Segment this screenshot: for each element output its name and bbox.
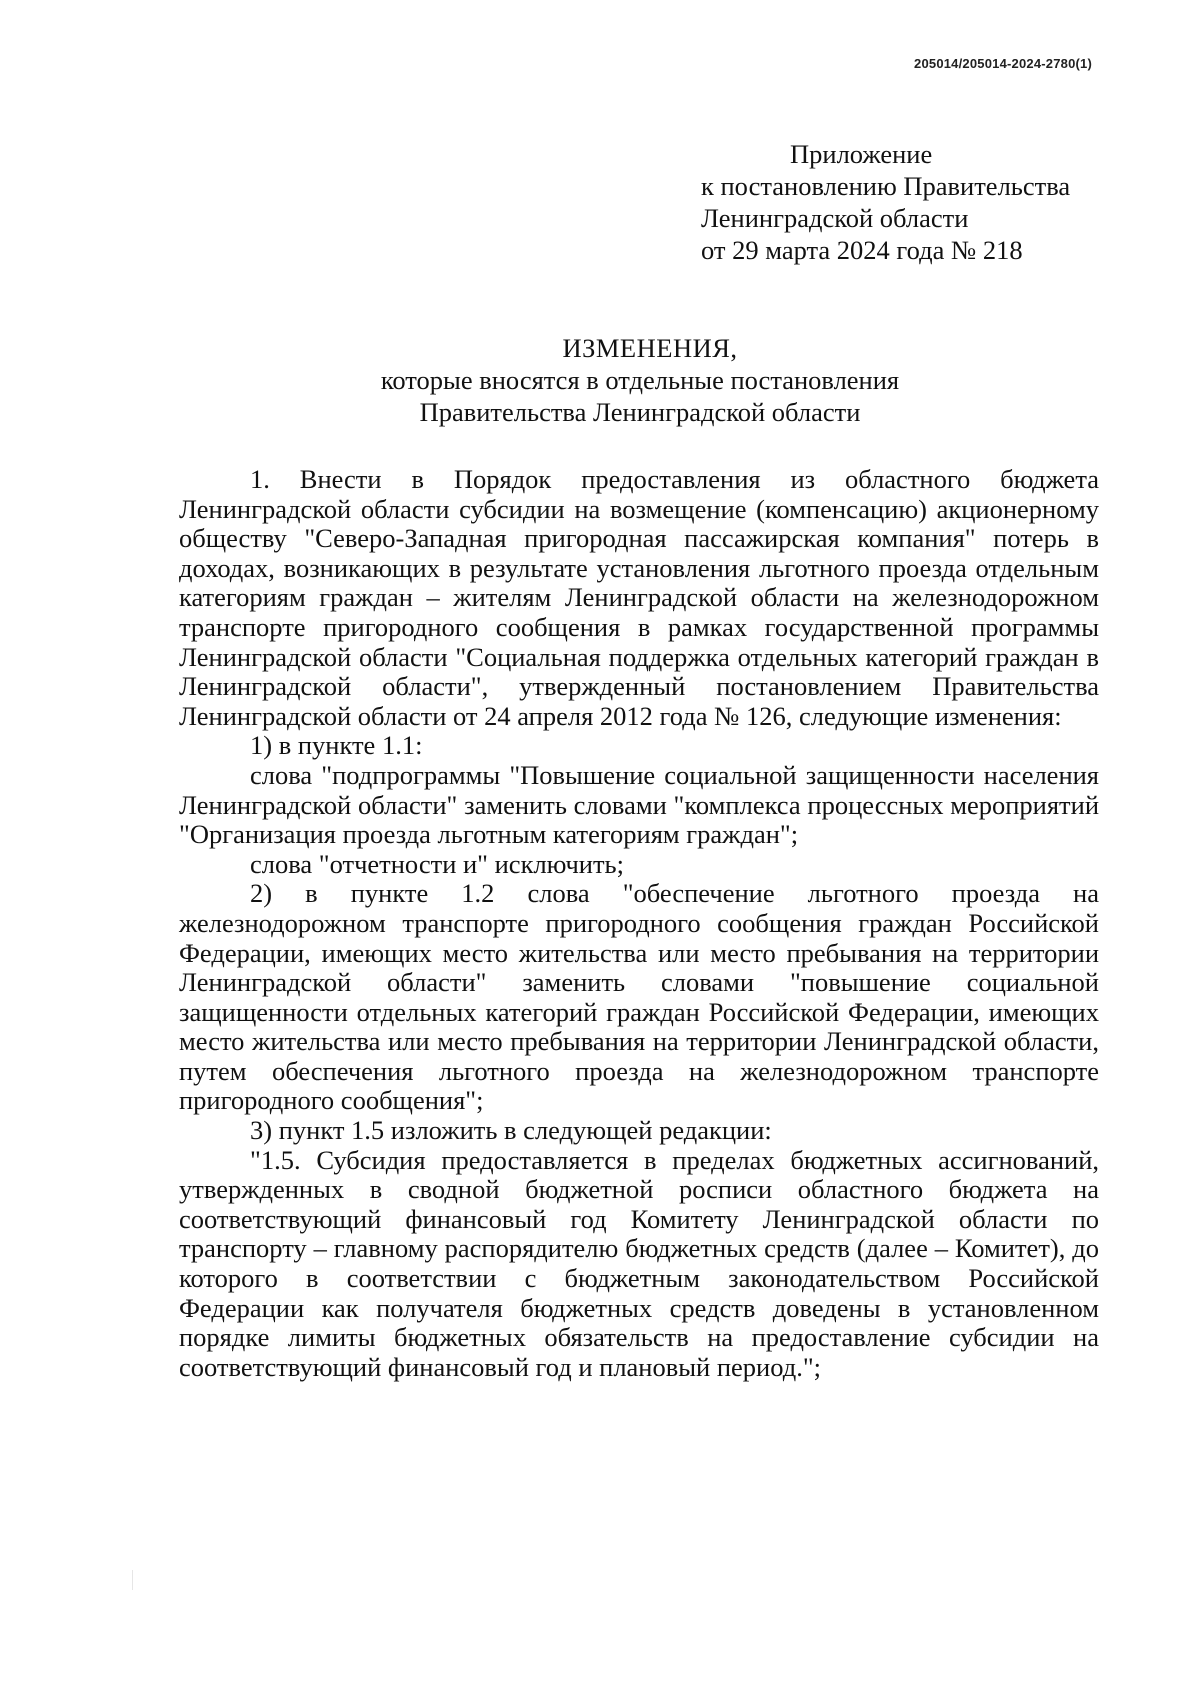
paragraph-subitem-1: 1) в пункте 1.1: bbox=[250, 730, 423, 761]
document-subtitle-line-2: Правительства Ленинградской области bbox=[419, 397, 861, 427]
document-body bbox=[179, 465, 1099, 1382]
paragraph-replace-words-1: слова "подпрограммы "Повышение социальной защищенности населения Ленинградской области" заменить словами "комплекса процессных мероприятий "Организация проезда льготным категориям граждан"; bbox=[179, 759, 1099, 850]
paragraph-new-wording-1-5: "1.5. Субсидия предоставляется в пределах бюджетных ассигнований, утвержденных в сводной бюджетной росписи областного бюджета на соответствующий финансовый год Комитету Ленинградской области по транспорту – главному распорядителю бюджетных средств (далее – Комитет), до которого в соответствии с бюджетным законодательством Российской Федерации как получателя бюджетных средств доведены в установленном порядке лимиты бюджетных обязательств на предоставление субсидии на соответствующий финансовый год и плановый период."; bbox=[179, 1144, 1099, 1382]
paragraph-subitem-2: 2) в пункте 1.2 слова "обеспечение льготного проезда на железнодорожном транспорте пригородного сообщения граждан Российской Федерации, имеющих место жительства или место пребывания на территории Ленинградской области" заменить словами "повышение социальной защищенности отдельных категорий граждан Российской Федерации, имеющих место жительства или место пребывания на территории Ленинградской области, путем обеспечения льготного проезда на железнодорожном транспорте пригородного сообщения"; bbox=[179, 878, 1099, 1116]
appendix-date-number: от 29 марта 2024 года № 218 bbox=[701, 235, 1023, 265]
paragraph-item-1: 1. Внести в Порядок предоставления из областного бюджета Ленинградской области субсидии на возмещение (компенсацию) акционерному обществу "Северо-Западная пригородная пассажирская компания" потерь в доходах, возникающих в результате установления льготного проезда отдельным категориям граждан – жителям Ленинградской области на железнодорожном транспорте пригородного сообщения в рамках государственной программы Ленинградской области "Социальная поддержка отдельных категорий граждан в Ленинградской области", утвержденный постановлением Правительства Ленинградской области от 24 апреля 2012 года № 126, следующие изменения: bbox=[179, 464, 1099, 731]
paragraph-exclude-words: слова "отчетности и" исключить; bbox=[250, 848, 624, 879]
scan-artifact-line bbox=[132, 1570, 133, 1590]
document-registration-number: 205014/205014-2024-2780(1) bbox=[914, 56, 1092, 71]
document-title-block bbox=[0, 332, 1200, 428]
appendix-region: Ленинградской области bbox=[701, 203, 969, 233]
appendix-title: Приложение bbox=[790, 139, 933, 169]
appendix-block bbox=[701, 138, 1101, 266]
appendix-reference: к постановлению Правительства bbox=[701, 171, 1071, 201]
document-subtitle-line-1: которые вносятся в отдельные постановления bbox=[380, 365, 900, 395]
paragraph-subitem-3: 3) пункт 1.5 изложить в следующей редакции: bbox=[250, 1115, 772, 1146]
document-heading: ИЗМЕНЕНИЯ, bbox=[562, 333, 738, 363]
